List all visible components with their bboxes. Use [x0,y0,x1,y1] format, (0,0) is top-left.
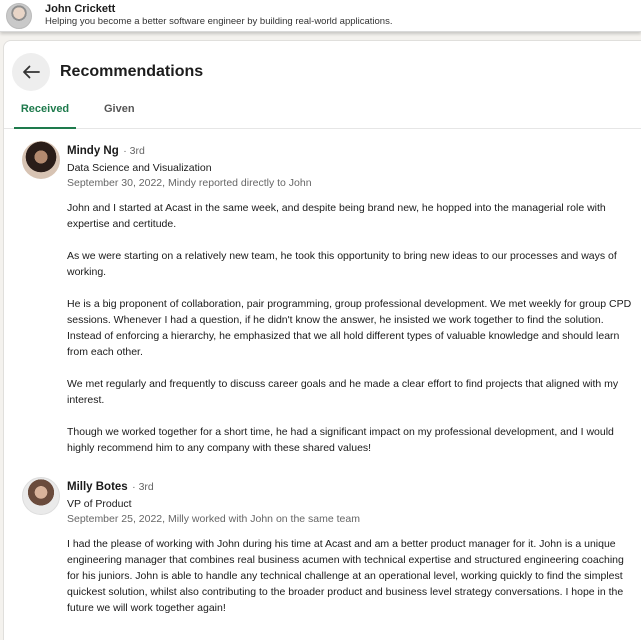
recommender-role: Data Science and Visualization [67,162,212,174]
connection-degree: · 3rd [123,145,145,157]
recommendation-body [67,477,632,616]
profile-top-bar [0,0,641,32]
recommendation-paragraph: We met regularly and frequently to discuss career goals and he made a clear effort to find projects that aligned with my interest. [67,378,619,406]
profile-info [45,3,392,28]
recommender-avatar[interactable] [22,477,60,515]
recommendation-paragraph: I had the please of working with John during his time at Acast and am a better product manager for it. John is a unique engineering manager that combines real business acumen with technical expertise and structured engineering coaching for his juniors. John is able to handle any technical challenge at an operational level, working quickly to find the simplest quickest solution, whilst also contributing to the broader product and business level strategy conversations. I hope in the future we will work together again! [67,538,624,614]
arrow-left-icon [22,65,40,79]
recommendation-paragraph: John and I started at Acast in the same week, and despite being brand new, he hopped into the managerial role with expertise and certitude. [67,202,606,230]
recommendations-card [3,40,641,640]
tab-given[interactable]: Given [104,103,135,115]
connection-degree: · 3rd [132,481,154,493]
recommendation-text [67,200,632,456]
recommender-role: VP of Product [67,498,132,510]
page-title: Recommendations [60,63,204,80]
recommendation-meta: September 25, 2022, Milly worked with John on the same team [67,513,360,525]
page-header [12,53,203,91]
recommender-name[interactable]: Mindy Ng [67,145,119,157]
recommendation-paragraph: As we were starting on a relatively new team, he took this opportunity to bring new ideas to our processes and ways of working. [67,250,617,278]
recommendation-text [67,536,632,616]
recommendation-body [67,141,632,456]
profile-avatar[interactable] [6,3,32,29]
tab-bar [4,99,641,129]
profile-name[interactable]: John Crickett [45,3,116,16]
recommendation-paragraph: Though we worked together for a short time, he had a significant impact on my professional development, and I would highly recommend him to any company with these shared values! [67,426,614,454]
recommender-avatar[interactable] [22,141,60,179]
recommender-name[interactable]: Milly Botes [67,481,128,493]
recommendation-paragraph: He is a big proponent of collaboration, pair programming, group professional development. We met weekly for group CPD sessions. Whenever I had a question, if he didn't know the answer, he insisted we work together to find the solution. Instead of enforcing a hierarchy, he emphasized that we all hold different types of valuable knowledge and should learn from each other. [67,298,632,358]
profile-tagline: Helping you become a better software engineer by building real-world applications. [45,15,393,27]
back-button[interactable] [12,53,50,91]
recommendation-meta: September 30, 2022, Mindy reported directly to John [67,177,312,189]
tab-received[interactable]: Received [14,103,76,129]
